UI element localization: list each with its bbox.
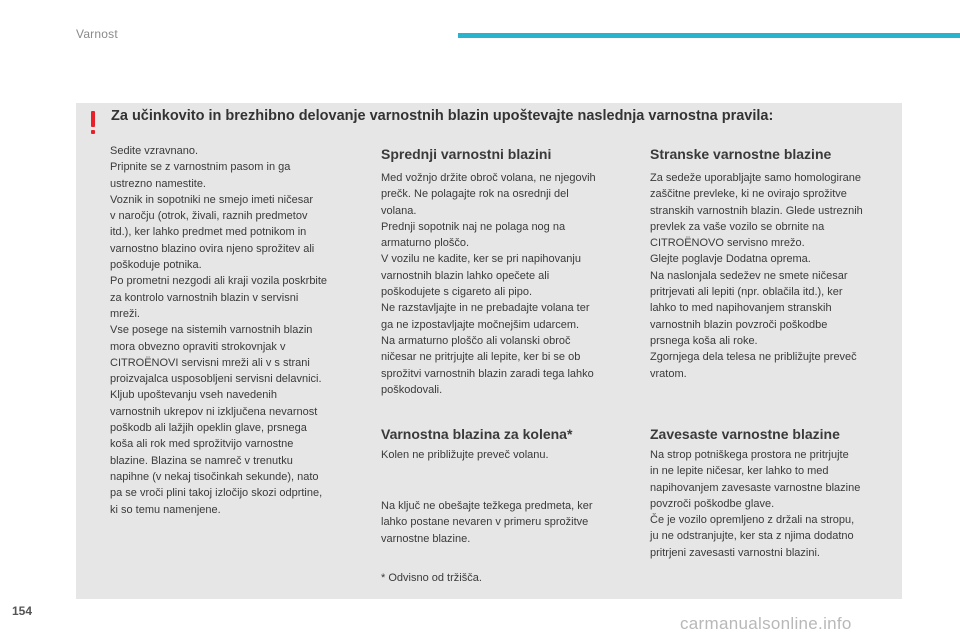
curtain-airbags-text: Na strop potniškega prostora ne pritrjujte in ne lepite ničesar, ker lahko to med napihovanjem zavesaste varnostne blazine povzroči poškodbe glave. Če je vozilo opremljeno z držali na stropu, ju ne odstranjujte, ker sta z njima dodatno pritrjeni zavesasti varnostni blazini. <box>650 449 861 559</box>
side-airbags-column <box>650 145 902 382</box>
general-rules-text: Sedite vzravnano. Pripnite se z varnostnim pasom in ga ustrezno namestite. Voznik in sopotniki ne smejo imeti ničesar v naročju (otrok, živali, raznih predmetov itd.), ker lahko predmet med potnikom in varnostno blazino ovira njeno sprožitev ali poškoduje potnika. Po prometni nezgodi ali kraji vozila poskrbite za kontrolo varnostnih blazin v servisni mreži. Vse posege na sistemih varnostnih blazin mora obvezno opraviti strokovnjak v CITROËNOVI servisni mreži ali v s strani proizvajalca usposobljeni servisni delavnici. Kljub upoštevanju vseh navedenih varnostnih ukrepov ni izključena nevarnost poškodb ali lažjih opeklin glave, prsnega koša ali rok med sprožitvijo varnostne blazine. Blazina se namreč v trenutku napihne (v nekaj tisočinkah sekunde), nato pa se vroči plini takoj izločijo skozi odprtine, ki so temu namenjene. <box>110 145 328 516</box>
watermark: carmanualsonline.info <box>680 614 852 633</box>
header-accent-bar <box>458 33 960 38</box>
exclamation-icon <box>87 110 99 134</box>
front-airbags-title: Sprednji varnostni blazini <box>381 146 552 162</box>
side-airbags-title: Stranske varnostne blazine <box>650 146 832 162</box>
knee-airbag-text-1: Kolen ne približujte preveč volanu. <box>381 449 549 461</box>
knee-airbag-title: Varnostna blazina za kolena* <box>381 426 573 442</box>
curtain-airbags-title: Zavesaste varnostne blazine <box>650 426 840 442</box>
front-airbags-column <box>381 145 633 398</box>
section-title: Varnost <box>76 27 118 41</box>
page-number: 154 <box>12 604 33 618</box>
knee-airbag-text-2: Na ključ ne obešajte težkega predmeta, ker lahko postane nevaren v primeru sprožitve varnostne blazine. <box>381 500 593 545</box>
front-airbags-text: Med vožnjo držite obroč volana, ne njegovih prečk. Ne polagajte rok na osrednji del volana. Prednji sopotnik naj ne polaga nog na armaturno ploščo. V vozilu ne kadite, ker se pri napihovanju varnostnih blazin lahko opečete ali poškodujete s cigareto ali pipo. Ne razstavljajte in ne prebadajte volana ter ga ne izpostavljajte močnejšim udarcem. Na armaturno ploščo ali volanski obroč ničesar ne pritrjujte ali lepite, ker bi se ob sprožitvi varnostnih blazin zaradi tega lahko poškodovali. <box>381 172 596 396</box>
side-airbags-text: Za sedeže uporabljajte samo homologirane zaščitne prevleke, ki ne ovirajo sprožitve stranskih varnostnih blazin. Glede ustreznih prevlek za vaše vozilo se obrnite na CITROËNOVO servisno mrežo. Glejte poglavje Dodatna oprema. Na naslonjala sedežev ne smete ničesar pritrjevati ali lepiti (npr. oblačila itd.), ker lahko to med napihovanjem stranskih varnostnih blazin povzroči poškodbe prsnega koša ali roke. Zgornjega dela telesa ne približujte preveč vratom. <box>650 172 863 380</box>
general-rules-column <box>110 143 360 518</box>
market-footnote: * Odvisno od tržišča. <box>381 572 482 584</box>
warning-headline: Za učinkovito in brezhibno delovanje varnostnih blazin upoštevajte naslednja varnostna pravila: <box>111 108 774 124</box>
